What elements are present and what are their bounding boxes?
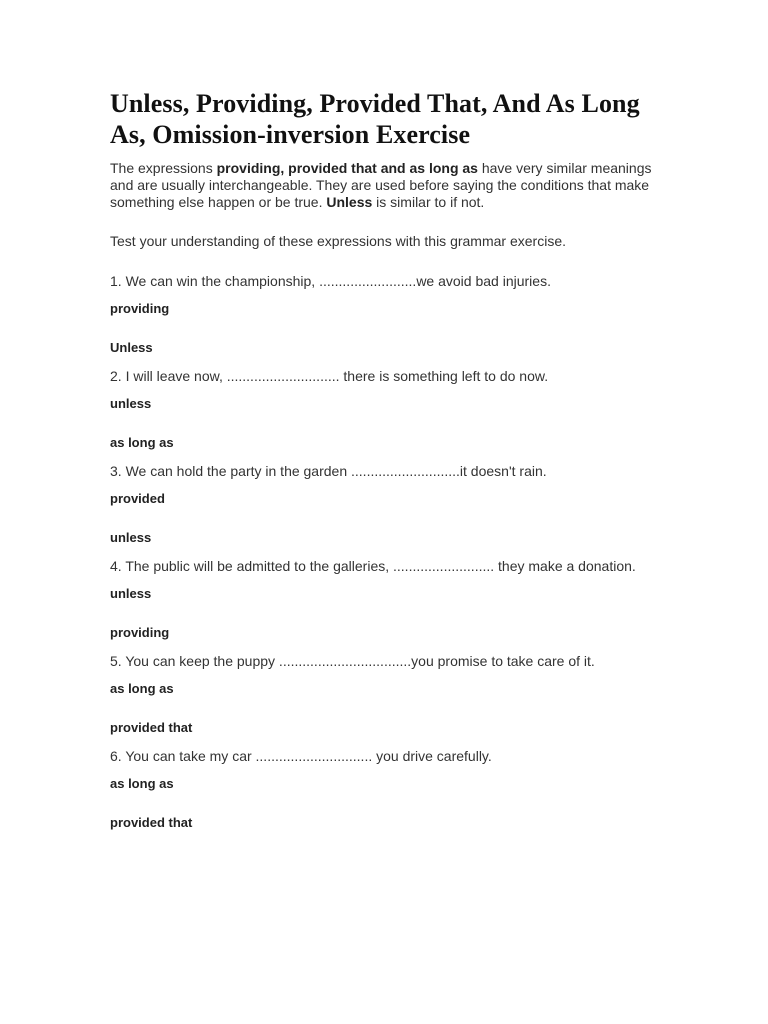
intro-text-1: The expressions — [110, 160, 217, 176]
document-page — [110, 88, 670, 843]
answer-option-b[interactable]: providing — [110, 625, 170, 640]
question-4 — [110, 558, 670, 641]
question-3 — [110, 463, 670, 546]
intro-text-2: have very similar meanings and are usually interchangeable. They are used before saying the conditions that make something else happen or be true. — [110, 160, 652, 210]
answer-option-a[interactable]: as long as — [110, 776, 174, 791]
answer-option-b[interactable]: Unless — [110, 340, 153, 355]
question-2 — [110, 368, 670, 451]
question-6 — [110, 748, 670, 831]
intro-bold-unless: Unless — [326, 194, 373, 210]
question-text: 4. The public will be admitted to the galleries, .......................... they make a donation. — [110, 558, 636, 574]
answer-option-a[interactable]: provided — [110, 491, 165, 506]
answer-option-a[interactable]: as long as — [110, 681, 174, 696]
answer-option-a[interactable]: unless — [110, 396, 152, 411]
question-5 — [110, 653, 670, 736]
question-text: 5. You can keep the puppy ..................................you promise to take care of it. — [110, 653, 595, 669]
question-text: 1. We can win the championship, .........................we avoid bad injuries. — [110, 273, 551, 289]
intro-bold-expressions: providing, provided that and as long as — [216, 160, 478, 176]
intro-paragraph — [110, 160, 670, 211]
question-text: 3. We can hold the party in the garden ............................it doesn't rain. — [110, 463, 547, 479]
question-text: 6. You can take my car .............................. you drive carefully. — [110, 748, 492, 764]
answer-option-b[interactable]: provided that — [110, 815, 193, 830]
question-text: 2. I will leave now, ............................. there is something left to do now. — [110, 368, 549, 384]
answer-option-b[interactable]: provided that — [110, 720, 193, 735]
answer-option-b[interactable]: unless — [110, 530, 152, 545]
intro-text-3: is similar to if not. — [372, 194, 485, 210]
lead-paragraph: Test your understanding of these expressions with this grammar exercise. — [110, 233, 566, 249]
answer-option-b[interactable]: as long as — [110, 435, 174, 450]
page-title: Unless, Providing, Provided That, And As Long As, Omission-inversion Exercise — [110, 89, 640, 149]
answer-option-a[interactable]: unless — [110, 586, 152, 601]
question-1 — [110, 273, 670, 356]
answer-option-a[interactable]: providing — [110, 301, 170, 316]
